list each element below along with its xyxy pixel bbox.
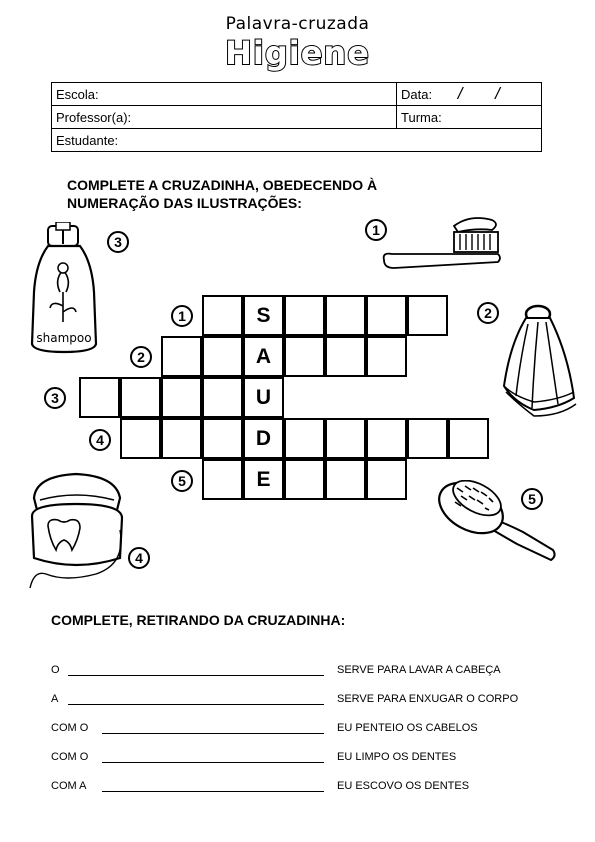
clue-number-2: 2 [130,346,152,368]
crossword-cell[interactable] [202,336,243,377]
fill-in-row [51,691,551,709]
crossword-cell[interactable] [366,418,407,459]
crossword-cell[interactable] [325,459,366,500]
fill-in-prefix: COM A [51,780,87,792]
crossword-cell[interactable] [202,418,243,459]
fill-in-hint: EU PENTEIO OS CABELOS [337,722,478,734]
crossword-cell[interactable] [407,295,448,336]
instructions-line-1: COMPLETE A CRUZADINHA, OBEDECENDO À [67,177,378,193]
section2-title: COMPLETE, RETIRANDO DA CRUZADINHA: [51,612,346,628]
crossword-cell[interactable] [325,418,366,459]
worksheet-title: Higiene [225,34,370,72]
crossword-cell[interactable] [161,418,202,459]
fill-in-prefix: COM O [51,751,89,763]
hairbrush-icon [433,480,559,566]
shampoo-number-badge: 3 [107,231,129,253]
clue-number-4: 4 [89,429,111,451]
teacher-label: Professor(a): [56,109,132,125]
dental-floss-icon [26,470,134,596]
fill-in-hint: EU LIMPO OS DENTES [337,751,457,763]
crossword-cell[interactable] [366,459,407,500]
crossword-cell[interactable] [284,459,325,500]
answer-blank[interactable] [68,704,324,705]
worksheet-subtitle: Palavra-cruzada [225,14,370,34]
fill-in-hint: SERVE PARA LAVAR A CABEÇA [337,664,501,676]
crossword-key-cell[interactable]: U [243,377,284,418]
fill-in-hint: EU ESCOVO OS DENTES [337,780,470,792]
crossword-key-cell[interactable]: E [243,459,284,500]
answer-blank[interactable] [102,733,324,734]
crossword-cell[interactable] [161,377,202,418]
fill-in-hint: SERVE PARA ENXUGAR O CORPO [337,693,519,705]
crossword-cell[interactable] [284,295,325,336]
crossword-cell[interactable] [161,336,202,377]
date-label: Data: [401,87,433,102]
toothbrush-number-badge: 1 [365,219,387,241]
class-label: Turma: [401,109,442,125]
crossword-key-cell[interactable]: D [243,418,284,459]
fill-in-row [51,778,551,796]
crossword-cell[interactable] [366,336,407,377]
answer-blank[interactable] [102,762,324,763]
towel-number-badge: 2 [477,302,499,324]
crossword-key-cell[interactable]: A [243,336,284,377]
school-label: Escola: [56,86,99,102]
fill-in-row [51,749,551,767]
shampoo-bottle-icon [26,222,102,356]
crossword-cell[interactable] [120,377,161,418]
crossword-cell[interactable] [284,336,325,377]
hairbrush-number-badge: 5 [521,488,543,510]
fill-in-prefix: A [51,693,59,705]
crossword-cell[interactable] [448,418,489,459]
fill-in-row [51,720,551,738]
crossword-cell[interactable] [202,295,243,336]
crossword-cell[interactable] [325,295,366,336]
answer-blank[interactable] [102,791,324,792]
fill-in-prefix: COM O [51,722,89,734]
crossword-cell[interactable] [284,418,325,459]
fill-in-row [51,662,551,680]
student-label: Estudante: [56,132,119,148]
floss-number-badge: 4 [128,547,150,569]
fill-in-prefix: O [51,664,60,676]
towel-icon [498,304,580,424]
date-slashes: / / [457,84,514,103]
clue-number-1: 1 [171,305,193,327]
clue-number-3: 3 [44,387,66,409]
crossword-cell[interactable] [120,418,161,459]
crossword-cell[interactable] [407,418,448,459]
toothbrush-icon [380,214,504,272]
answer-blank[interactable] [68,675,324,676]
crossword-key-cell[interactable]: S [243,295,284,336]
clue-number-5: 5 [171,470,193,492]
instructions-line-2: NUMERAÇÃO DAS ILUSTRAÇÕES: [67,195,302,211]
crossword-cell[interactable] [325,336,366,377]
shampoo-label: shampoo [36,331,92,345]
crossword-cell[interactable] [202,459,243,500]
crossword-cell[interactable] [366,295,407,336]
crossword-cell[interactable] [79,377,120,418]
crossword-cell[interactable] [202,377,243,418]
